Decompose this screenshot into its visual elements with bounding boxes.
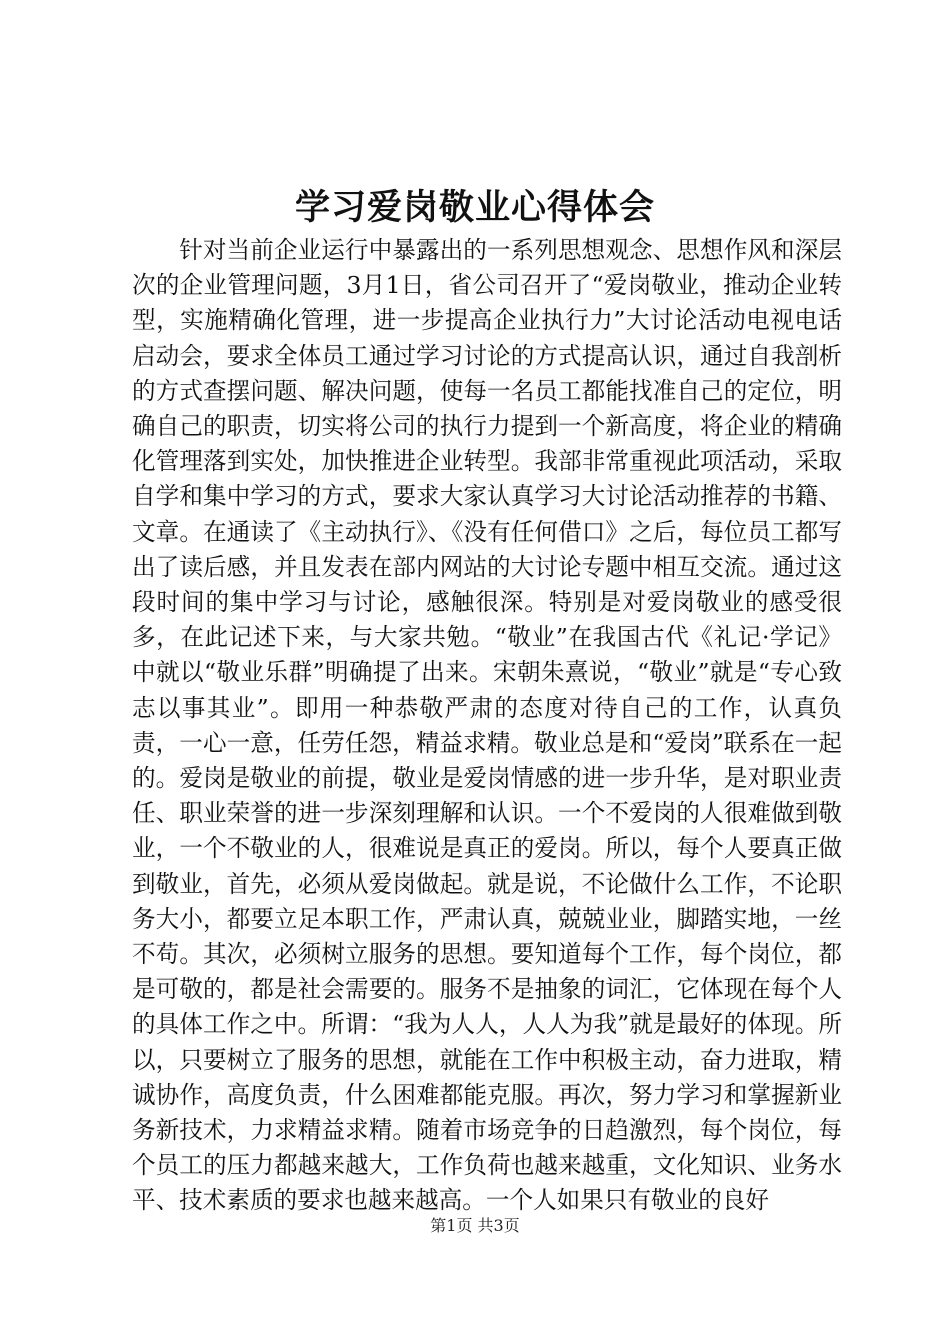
document-title: 学习爱岗敬业心得体会 <box>294 187 655 228</box>
page-footer: 第1页 共3页 <box>430 1216 520 1235</box>
body-paragraph: 针对当前企业运行中暴露出的一系列思想观念、思想作风和深层次的企业管理问题，3月1日，省公司召开了“爱岗敬业，推动企业转型，实施精确化管理，进一步提高企业执行力”大讨论活动电视电话启动会，要求全体员工通过学习讨论的方式提高认识，通过自我剖析的方式查摆问题、解决问题，使每一名员工都能找准自己的定位，明确自己的职责，切实将公司的执行力提到一个新高度，将企业的精确化管理落到实处，加快推进企业转型。我部非常重视此项活动，采取自学和集中学习的方式，要求大家认真学习大讨论活动推荐的书籍、文章。在通读了《主动执行》、《没有任何借口》之后，每位员工都写出了读后感，并且发表在部内网站的大讨论专题中相互交流。通过这段时间的集中学习与讨论，感触很深。特别是对爱岗敬业的感受很多，在此记述下来，与大家共勉。“敬业”在我国古代《礼记·学记》中就以“敬业乐群”明确提了出来。宋朝朱熹说，“敬业”就是“专心致志以事其业”。即用一种恭敬严肃的态度对待自己的工作，认真负责，一心一意，任劳任怨，精益求精。敬业总是和“爱岗”联系在一起的。爱岗是敬业的前提，敬业是爱岗情感的进一步升华，是对职业责任、职业荣誉的进一步深刻理解和认识。一个不爱岗的人很难做到敬业，一个不敬业的人，很难说是真正的爱岗。所以，每个人要真正做到敬业，首先，必须从爱岗做起。就是说，不论做什么工作，不论职务大小，都要立足本职工作，严肃认真，兢兢业业，脚踏实地，一丝不苟。其次，必须树立服务的思想。要知道每个工作，每个岗位，都是可敬的，都是社会需要的。服务不是抽象的词汇，它体现在每个人的具体工作之中。所谓：“我为人人，人人为我”就是最好的体现。所以，只要树立了服务的思想，就能在工作中积极主动，奋力进取，精诚协作，高度负责，什么困难都能克服。再次，努力学习和掌握新业务新技术，力求精益求精。随着市场竞争的日趋激烈，每个岗位，每个员工的压力都越来越大，工作负荷也越来越重，文化知识、业务水平、技术素质的要求也越来越高。一个人如果只有敬业的良好 <box>132 236 842 1215</box>
